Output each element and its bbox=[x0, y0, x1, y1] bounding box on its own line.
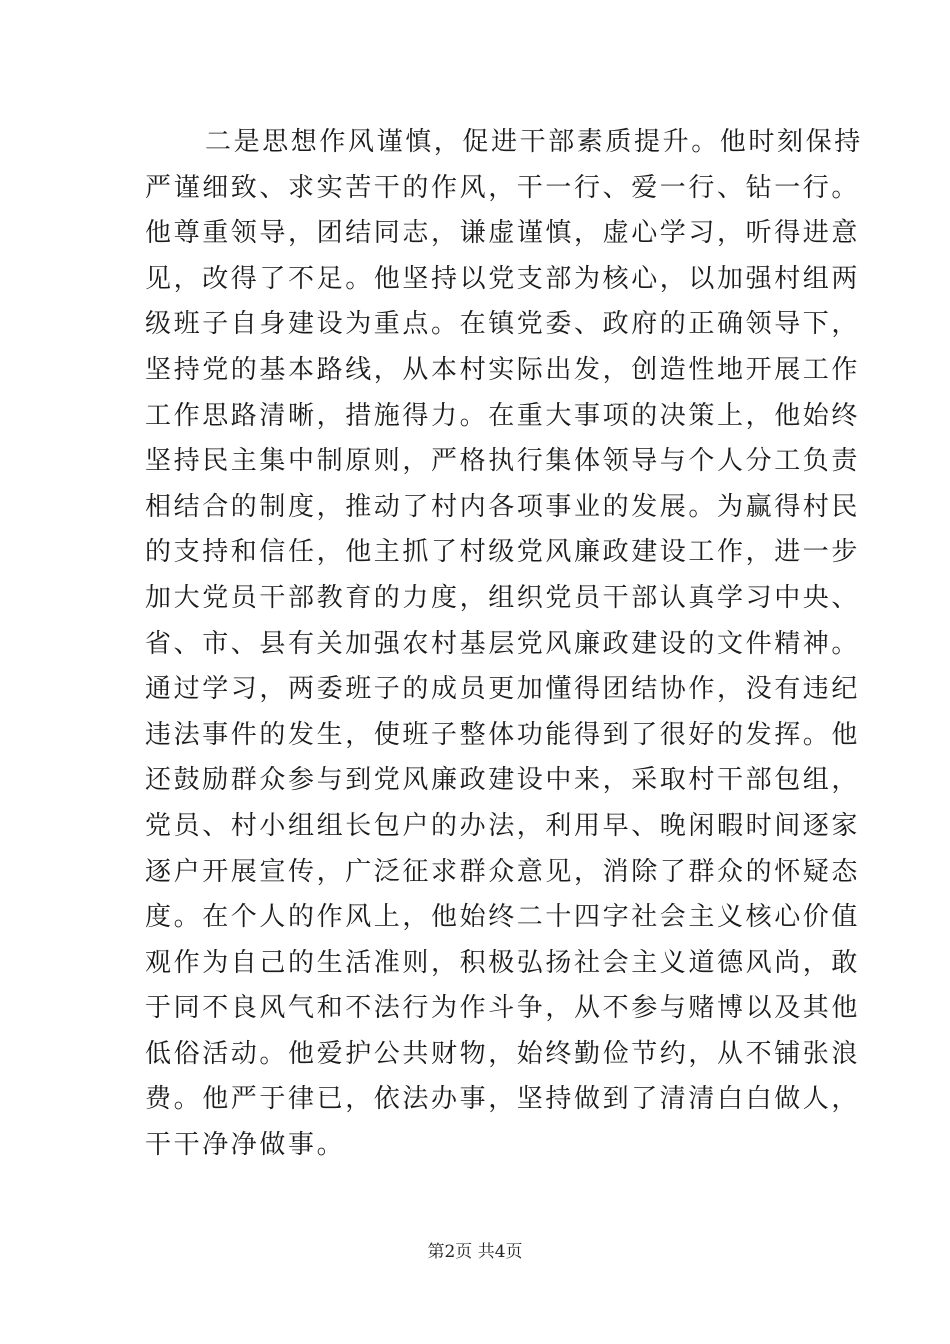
paragraph-line: 通过学习，两委班子的成员更加懂得团结协作，没有违纪 bbox=[145, 674, 861, 705]
paragraph-line: 二是思想作风谨慎，促进干部素质提升。他时刻保持 bbox=[205, 127, 863, 157]
paragraph-line: 工作思路清晰，措施得力。在重大事项的决策上，他始终 bbox=[145, 400, 861, 431]
paragraph-line: 加大党员干部教育的力度，组织党员干部认真学习中央、 bbox=[145, 582, 861, 613]
paragraph-line: 省、市、县有关加强农村基层党风廉政建设的文件精神。 bbox=[145, 628, 861, 659]
body-paragraph bbox=[145, 120, 863, 1169]
paragraph-line: 严谨细致、求实苦干的作风，干一行、爱一行、钻一行。 bbox=[145, 172, 861, 203]
paragraph-line: 他尊重领导，团结同志，谦虚谨慎，虚心学习，听得进意 bbox=[145, 218, 861, 249]
paragraph-line: 干干净净做事。 bbox=[145, 1130, 346, 1161]
paragraph-line: 的支持和信任，他主抓了村级党风廉政建设工作，进一步 bbox=[145, 537, 861, 568]
paragraph-line: 级班子自身建设为重点。在镇党委、政府的正确领导下， bbox=[145, 309, 861, 340]
paragraph-line: 相结合的制度，推动了村内各项事业的发展。为赢得村民 bbox=[145, 491, 861, 522]
paragraph-line: 违法事件的发生，使班子整体功能得到了很好的发挥。他 bbox=[145, 719, 861, 750]
paragraph-line: 逐户开展宣传，广泛征求群众意见，消除了群众的怀疑态 bbox=[145, 856, 861, 887]
paragraph-line: 于同不良风气和不法行为作斗争，从不参与赌博以及其他 bbox=[145, 993, 861, 1024]
paragraph-line: 还鼓励群众参与到党风廉政建设中来，采取村干部包组， bbox=[145, 765, 861, 796]
paragraph-line: 党员、村小组组长包户的办法，利用早、晚闲暇时间逐家 bbox=[145, 810, 861, 841]
paragraph-line: 坚持民主集中制原则，严格执行集体领导与个人分工负责 bbox=[145, 446, 861, 477]
paragraph-line: 观作为自己的生活准则，积极弘扬社会主义道德风尚，敢 bbox=[145, 947, 861, 978]
paragraph-line: 费。他严于律已，依法办事，坚持做到了清清白白做人， bbox=[145, 1084, 861, 1115]
paragraph-line: 见，改得了不足。他坚持以党支部为核心，以加强村组两 bbox=[145, 263, 861, 294]
page-number-footer: 第2页 共4页 bbox=[427, 1242, 523, 1262]
paragraph-line: 坚持党的基本路线，从本村实际出发，创造性地开展工作 bbox=[145, 354, 861, 385]
paragraph-line: 低俗活动。他爱护公共财物，始终勤俭节约，从不铺张浪 bbox=[145, 1038, 861, 1069]
paragraph-line: 度。在个人的作风上，他始终二十四字社会主义核心价值 bbox=[145, 902, 861, 933]
